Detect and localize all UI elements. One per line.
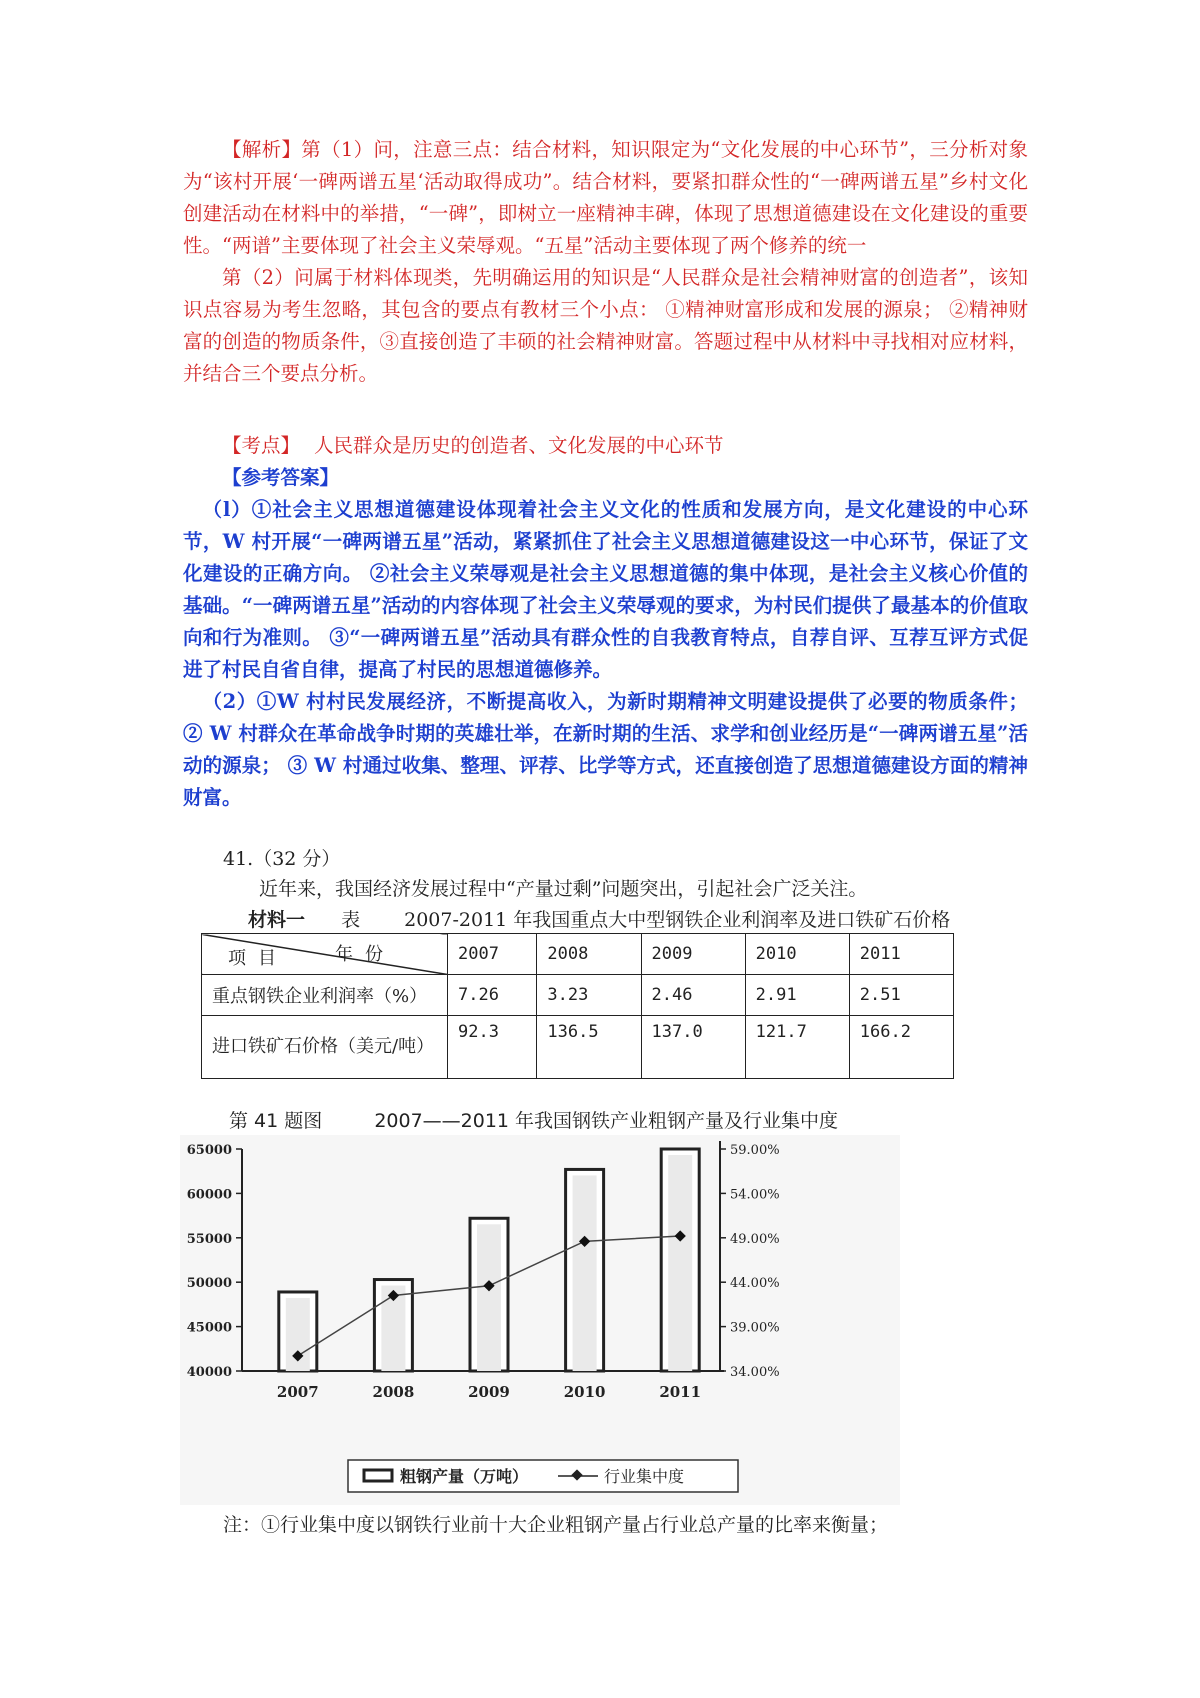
cell: 2.51 (849, 975, 953, 1016)
table-title: 2007-2011 年我国重点大中型钢铁企业利润率及进口铁矿石价格 (404, 909, 951, 931)
year-2009: 2009 (641, 934, 745, 975)
table-row-ore-price (202, 1016, 954, 1079)
left-tick-label: 60000 (186, 1187, 232, 1203)
header-item: 项目 (228, 948, 288, 969)
left-tick-label: 65000 (186, 1143, 232, 1158)
question-number: 41.（32 分） (223, 848, 341, 870)
answer-paragraph-1: （l）①社会主义思想道德建设体现着社会主义文化的性质和发展方向，是文化建设的中心环节，W 村开展“一碑两谱五星”活动，紧紧抓住了社会主义思想道德建设这一中心环节，保证了文化建设的正确方向。 ②社会主义荣辱观是社会主义思想道德的集中体现，是社会主义核心价值的基础。“一碑两谱五星”活动的内容体现了社会主义荣辱观的要求，为村民们提供了最基本的价值取向和行为准则。 ③“一碑两谱五星”活动具有群众性的自我教育特点，自荐自评、互荐互评方式促进了村民自省自律，提高了村民的思想道德修养。 (183, 498, 1028, 681)
figure-title: 2007——2011 年我国钢铁产业粗钢产量及行业集中度 (374, 1110, 839, 1132)
kaodian-line (183, 430, 1028, 462)
right-tick-label: 34.00% (730, 1365, 780, 1380)
data-table (201, 933, 954, 1079)
x-tick-label: 2009 (468, 1383, 510, 1401)
figure-label: 第 41 题图 (229, 1110, 323, 1132)
figure-caption (229, 1106, 838, 1133)
answer-label: 【参考答案】 (222, 466, 340, 489)
bar-shade (477, 1224, 501, 1371)
year-2007: 2007 (448, 934, 537, 975)
bar-shade (668, 1155, 692, 1371)
legend-bar-label: 粗钢产量（万吨） (400, 1467, 529, 1486)
right-tick-label: 44.00% (730, 1276, 780, 1292)
cell: 2.91 (745, 975, 849, 1016)
year-2008: 2008 (537, 934, 641, 975)
table-caption (248, 905, 950, 932)
table-word: 表 (341, 909, 361, 931)
analysis-text-1: 第（1）问，注意三点：结合材料，知识限定为“文化发展的中心环节”，三分析对象为“该村开展‘一碑两谱五星‘活动取得成功”。结合材料，要紧扣群众性的“一碑两谱五星”乡村文化创建活动在材料中的举措，“一碑”，即树立一座精神丰碑，体现了思想道德建设在文化建设的重要性。“两谱”主要体现了社会主义荣辱观。“五星”活动主要体现了两个修养的统一 (183, 138, 1028, 257)
year-2011: 2011 (849, 934, 953, 975)
bar-shade (573, 1175, 597, 1371)
answer-label-line (183, 462, 1028, 494)
right-tick-label: 39.00% (730, 1320, 780, 1336)
analysis-paragraph-1 (183, 134, 1028, 262)
legend-bar-swatch (364, 1470, 392, 1481)
x-tick-label: 2008 (372, 1383, 415, 1401)
year-2010: 2010 (745, 934, 849, 975)
header-year: 年份 (335, 944, 395, 965)
material-label: 材料一 (248, 909, 306, 931)
left-tick-label: 40000 (186, 1365, 232, 1380)
chart-legend (348, 1460, 738, 1492)
right-tick-label: 54.00% (730, 1187, 780, 1203)
kaodian-text: 人民群众是历史的创造者、文化发展的中心环节 (314, 434, 724, 457)
right-tick-label: 59.00% (730, 1143, 780, 1158)
row-label: 进口铁矿石价格（美元/吨） (202, 1016, 448, 1079)
kaodian-label: 【考点】 (222, 434, 301, 457)
cell: 2.46 (641, 975, 745, 1016)
kaodian-section (183, 430, 1028, 494)
analysis-section (183, 134, 1028, 390)
cell: 166.2 (849, 1016, 953, 1079)
table-header-row (202, 934, 954, 975)
cell: 3.23 (537, 975, 641, 1016)
analysis-label: 【解析】 (222, 138, 302, 161)
x-tick-label: 2011 (659, 1383, 702, 1401)
x-tick-label: 2010 (563, 1383, 606, 1401)
question-intro: 近年来，我国经济发展过程中“产量过剩”问题突出，引起社会广泛关注。 (259, 878, 868, 900)
left-tick-label: 55000 (186, 1231, 232, 1247)
left-tick-label: 45000 (186, 1320, 232, 1336)
cell: 92.3 (448, 1016, 537, 1079)
footnote: 注：①行业集中度以钢铁行业前十大企业粗钢产量占行业总产量的比率来衡量； (223, 1514, 889, 1536)
analysis-paragraph-2: 第（2）问属于材料体现类，先明确运用的知识是“人民群众是社会精神财富的创造者”，该知识点容易为考生忽略，其包含的要点有教材三个小点： ①精神财富形成和发展的源泉； ②精神财富的创造的物质条件，③直接创造了丰硕的社会精神财富。答题过程中从材料中寻找相对应材料，并结合三个要点分析。 (183, 266, 1028, 385)
answer-paragraph-2: （2）①W 村村民发展经济，不断提高收入，为新时期精神文明建设提供了必要的物质条件； ② W 村群众在革命战争时期的英雄壮举，在新时期的生活、求学和创业经历是“一碑两谱五星”活动的源泉； ③ W 村通过收集、整理、评荐、比学等方式，还直接创造了思想道德建设方面的精神财富。 (183, 690, 1028, 809)
cell: 137.0 (641, 1016, 745, 1079)
legend-line-label: 行业集中度 (604, 1467, 685, 1486)
production-chart (180, 1135, 900, 1505)
cell: 7.26 (448, 975, 537, 1016)
table-row-profit (202, 975, 954, 1016)
cell: 136.5 (537, 1016, 641, 1079)
answer-section (183, 494, 1028, 814)
table-corner-cell (202, 934, 448, 975)
row-label: 重点钢铁企业利润率（%） (202, 975, 448, 1016)
right-tick-label: 49.00% (730, 1231, 780, 1247)
x-tick-label: 2007 (276, 1383, 319, 1401)
cell: 121.7 (745, 1016, 849, 1079)
left-tick-label: 50000 (186, 1276, 232, 1292)
